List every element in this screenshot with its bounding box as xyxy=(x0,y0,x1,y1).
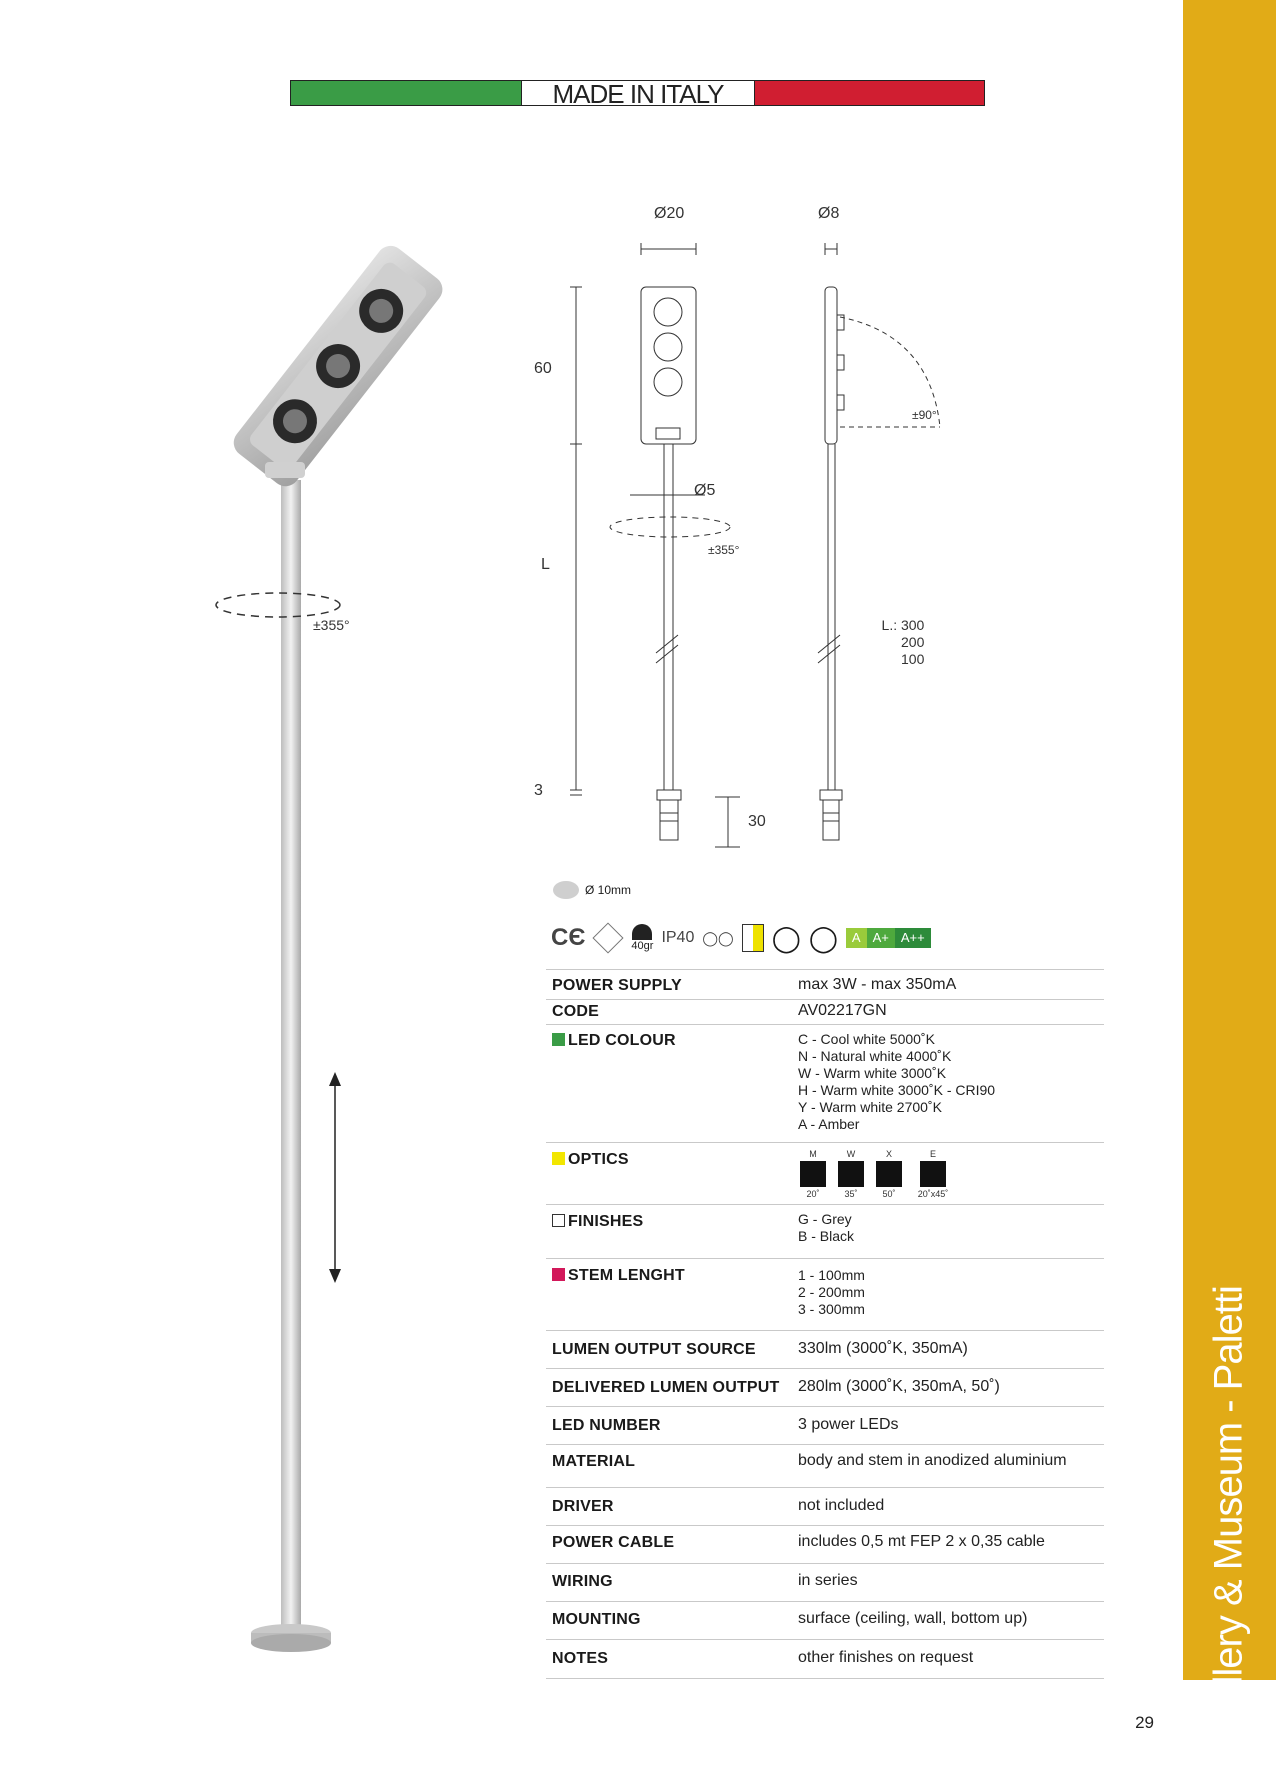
magenta-square-icon xyxy=(552,1268,565,1281)
driver-label: DRIVER xyxy=(552,1498,614,1515)
material-value: body and stem in anodized aluminium xyxy=(798,1452,1067,1469)
power-supply-value: max 3W - max 350mA xyxy=(798,976,957,993)
yellow-square-icon xyxy=(552,1152,565,1165)
row-optics xyxy=(546,1142,1104,1205)
optics-options xyxy=(798,1149,954,1199)
code-value: AV02217GN xyxy=(798,1002,887,1019)
optics-icon xyxy=(742,924,764,952)
weight-text: 40gr xyxy=(631,940,654,952)
led-colour-label: LED COLOUR xyxy=(552,1032,676,1050)
tilt-icon: ◯ xyxy=(808,922,838,953)
row-mounting xyxy=(546,1601,1104,1640)
lamp-medium-icon xyxy=(838,1161,864,1187)
made-in-italy-banner xyxy=(290,79,985,109)
led-number-label: LED NUMBER xyxy=(552,1417,661,1434)
row-led-number xyxy=(546,1406,1104,1445)
led-icon: ◯◯ xyxy=(702,929,734,946)
drill-icon xyxy=(553,881,579,899)
led-option-w: W - Warm white 3000˚K xyxy=(798,1065,947,1081)
row-lumen-source xyxy=(546,1330,1104,1369)
certification-row xyxy=(551,920,931,956)
flag-red xyxy=(755,81,984,105)
length-100: 100 xyxy=(901,651,925,667)
row-stem-length xyxy=(546,1258,1104,1331)
notes-label: NOTES xyxy=(552,1650,609,1667)
hole-text: Ø 10mm xyxy=(585,883,632,897)
row-power-supply xyxy=(546,969,1104,1000)
lamp-elliptical-icon xyxy=(920,1161,946,1187)
dim-length: L xyxy=(541,556,550,573)
led-option-a: A - Amber xyxy=(798,1116,860,1132)
rotation-icon: ◯ xyxy=(771,922,801,953)
wiring-label: WIRING xyxy=(552,1573,613,1590)
length-options xyxy=(881,617,924,668)
stem-200: 2 - 200mm xyxy=(798,1284,865,1300)
stem-300: 3 - 300mm xyxy=(798,1301,865,1317)
stem-100: 1 - 100mm xyxy=(798,1267,865,1283)
ip-rating: IP40 xyxy=(661,929,695,946)
row-lumen-delivered xyxy=(546,1368,1104,1407)
mounting-value: surface (ceiling, wall, bottom up) xyxy=(798,1610,1028,1627)
optic-w: W 35˚ xyxy=(836,1149,866,1199)
finishes-options xyxy=(798,1211,854,1245)
notes-value: other finishes on request xyxy=(798,1649,974,1666)
energy-label xyxy=(846,928,931,948)
class-iii-icon xyxy=(593,922,624,953)
row-wiring xyxy=(546,1563,1104,1602)
stem-length-options xyxy=(798,1267,865,1318)
dim-base: 3 xyxy=(534,782,543,799)
hole-size xyxy=(553,881,631,899)
code-label: CODE xyxy=(552,1003,600,1020)
lumen-source-label: LUMEN OUTPUT SOURCE xyxy=(552,1341,756,1358)
page-number: 29 xyxy=(1135,1713,1154,1732)
finish-grey: G - Grey xyxy=(798,1211,852,1227)
tilt-label: ±90° xyxy=(912,408,937,422)
energy-a-plus-plus: A++ xyxy=(895,928,931,948)
led-option-y: Y - Warm white 2700˚K xyxy=(798,1099,942,1115)
lumen-delivered-label: DELIVERED LUMEN OUTPUT xyxy=(552,1379,780,1396)
row-power-cable xyxy=(546,1525,1104,1564)
power-supply-label: POWER SUPPLY xyxy=(552,977,682,994)
dim-pin: 30 xyxy=(748,813,766,830)
row-material xyxy=(546,1444,1104,1488)
optic-m: M 20˚ xyxy=(798,1149,828,1199)
power-cable-label: POWER CABLE xyxy=(552,1534,675,1551)
main-rotation-label: ±355° xyxy=(313,617,350,633)
ce-mark-icon: CЄ xyxy=(551,924,586,951)
energy-a-plus: A+ xyxy=(867,928,895,948)
finishes-label: FINISHES xyxy=(552,1213,643,1231)
wiring-value: in series xyxy=(798,1572,858,1589)
row-finishes xyxy=(546,1204,1104,1259)
banner-text: MADE IN ITALY xyxy=(522,81,755,105)
dim-stem: Ø5 xyxy=(694,482,716,499)
finish-black: B - Black xyxy=(798,1228,855,1244)
optic-e: E 20˚x45˚ xyxy=(917,1149,949,1199)
length-200: 200 xyxy=(901,634,925,650)
driver-value: not included xyxy=(798,1497,885,1514)
row-driver xyxy=(546,1487,1104,1526)
lamp-wide-icon xyxy=(876,1161,902,1187)
category-title: Jewellery & Museum - Paletti xyxy=(1206,1286,1251,1774)
weight-icon xyxy=(631,924,653,952)
dim-height: 60 xyxy=(534,360,552,377)
stem-length-label: STEM LENGHT xyxy=(552,1267,685,1285)
optics-label: OPTICS xyxy=(552,1151,629,1169)
led-number-value: 3 power LEDs xyxy=(798,1416,899,1433)
row-led-colour xyxy=(546,1024,1104,1143)
head-rotation-label: ±355° xyxy=(708,543,740,557)
optic-x: X 50˚ xyxy=(874,1149,904,1199)
power-cable-value: includes 0,5 mt FEP 2 x 0,35 cable xyxy=(798,1533,1045,1550)
row-code xyxy=(546,999,1104,1024)
green-square-icon xyxy=(552,1033,565,1046)
led-option-h: H - Warm white 3000˚K - CRI90 xyxy=(798,1082,996,1098)
category-band xyxy=(1183,0,1276,1774)
led-colour-options xyxy=(798,1031,995,1133)
flag-green xyxy=(291,81,522,105)
white-square-icon xyxy=(552,1214,565,1227)
dim-side-width: Ø8 xyxy=(818,205,840,222)
lumen-delivered-value: 280lm (3000˚K, 350mA, 50˚) xyxy=(798,1378,1000,1395)
mounting-label: MOUNTING xyxy=(552,1611,641,1628)
technical-drawing xyxy=(530,225,970,855)
led-option-n: N - Natural white 4000˚K xyxy=(798,1048,952,1064)
product-image xyxy=(215,240,485,1660)
lamp-narrow-icon xyxy=(800,1161,826,1187)
row-notes xyxy=(546,1639,1104,1679)
energy-a: A xyxy=(846,928,867,948)
led-option-c: C - Cool white 5000˚K xyxy=(798,1031,935,1047)
dim-body-width: Ø20 xyxy=(654,205,685,222)
length-300: L.: 300 xyxy=(881,617,925,633)
lumen-source-value: 330lm (3000˚K, 350mA) xyxy=(798,1340,968,1357)
material-label: MATERIAL xyxy=(552,1453,636,1470)
